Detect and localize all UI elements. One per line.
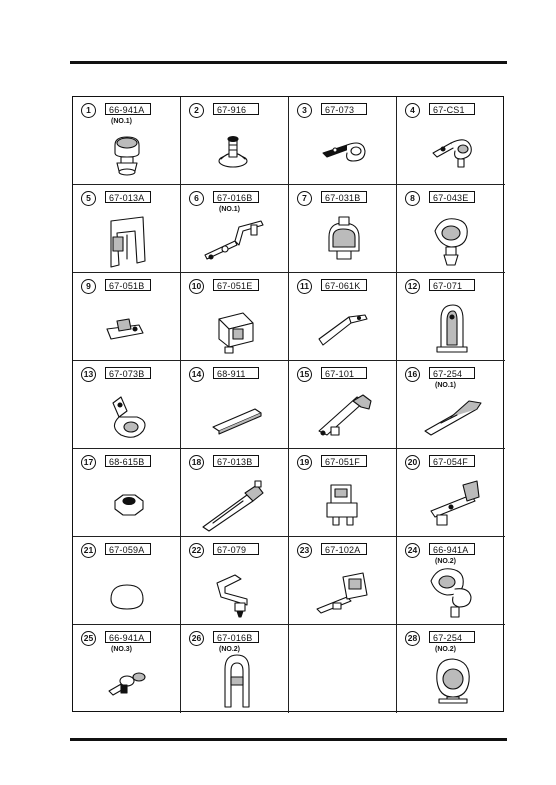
- part-number: 23: [297, 543, 312, 558]
- part-number: 18: [189, 455, 204, 470]
- part-code: 68-911: [213, 367, 259, 379]
- part-number: 2: [189, 103, 204, 118]
- part-code: 67-016B: [213, 191, 259, 203]
- part-number: 6: [189, 191, 204, 206]
- flat-band-clip-icon: [303, 299, 383, 357]
- part-code: 67-079: [213, 543, 259, 555]
- part-code: 67-916: [213, 103, 259, 115]
- part-cell: [181, 537, 289, 625]
- footer-rule: [70, 738, 507, 741]
- part-code: 67-013A: [105, 191, 151, 203]
- harness-holder-icon: [303, 211, 383, 269]
- ring-clip-with-stud-icon: [411, 211, 491, 269]
- part-number: 4: [405, 103, 420, 118]
- part-number: 16: [405, 367, 420, 382]
- part-cell: [397, 625, 505, 713]
- part-cell: [181, 361, 289, 449]
- part-code: 66-941A: [105, 631, 151, 643]
- part-code: 67-CS1: [429, 103, 475, 115]
- header-rule: [70, 61, 507, 64]
- part-code: 66-941A: [429, 543, 475, 555]
- part-number: 7: [297, 191, 312, 206]
- part-cell: [289, 449, 397, 537]
- part-cell: [397, 185, 505, 273]
- part-number: 11: [297, 279, 312, 294]
- part-number: 25: [81, 631, 96, 646]
- part-cell: [73, 361, 181, 449]
- connector-clip-icon: [303, 475, 383, 533]
- part-code: 67-051F: [321, 455, 367, 467]
- part-cell: [73, 537, 181, 625]
- long-bracket-clip-icon: [303, 387, 383, 445]
- part-code: 67-254: [429, 631, 475, 643]
- part-variant: (NO.2): [219, 646, 240, 653]
- part-number: 9: [81, 279, 96, 294]
- part-number: 21: [81, 543, 96, 558]
- part-cell-empty: [289, 625, 397, 713]
- small-twin-clip-icon: [87, 651, 167, 709]
- part-code: 67-071: [429, 279, 475, 291]
- part-cell: [181, 449, 289, 537]
- part-number: 10: [189, 279, 204, 294]
- push-rivet-clip-icon: [87, 123, 167, 181]
- part-code: 67-254: [429, 367, 475, 379]
- part-variant: (NO.1): [111, 118, 132, 125]
- bent-band-clip-icon: [195, 211, 275, 269]
- part-code: 67-059A: [105, 543, 151, 555]
- part-cell: [289, 361, 397, 449]
- part-number: 8: [405, 191, 420, 206]
- part-number: 17: [81, 455, 96, 470]
- p-clamp-icon: [303, 123, 383, 181]
- part-cell: [73, 185, 181, 273]
- part-code: 67-102A: [321, 543, 367, 555]
- part-cell: [397, 449, 505, 537]
- loop-bracket-icon: [411, 299, 491, 357]
- part-number: 12: [405, 279, 420, 294]
- part-cell: [289, 97, 397, 185]
- part-number: 3: [297, 103, 312, 118]
- part-variant: (NO.1): [435, 382, 456, 389]
- part-cell: [73, 625, 181, 713]
- part-cell: [181, 97, 289, 185]
- part-code: 67-073B: [105, 367, 151, 379]
- p-clamp-with-stud-icon: [411, 123, 491, 181]
- part-cell: [397, 273, 505, 361]
- part-number: 24: [405, 543, 420, 558]
- part-code: 67-031B: [321, 191, 367, 203]
- part-code: 66-941A: [105, 103, 151, 115]
- part-variant: (NO.2): [435, 558, 456, 565]
- hook-clip-icon: [195, 563, 275, 621]
- part-variant: (NO.2): [435, 646, 456, 653]
- part-code: 67-101: [321, 367, 367, 379]
- part-code: 67-073: [321, 103, 367, 115]
- part-variant: (NO.1): [219, 206, 240, 213]
- part-number: 14: [189, 367, 204, 382]
- bracket-clip-icon: [87, 211, 167, 269]
- part-number: 19: [297, 455, 312, 470]
- part-variant: (NO.3): [111, 646, 132, 653]
- round-pad-icon: [87, 563, 167, 621]
- rail-clip-icon: [411, 475, 491, 533]
- part-cell: [289, 537, 397, 625]
- part-cell: [181, 185, 289, 273]
- part-number: 20: [405, 455, 420, 470]
- ring-holder-clip-icon: [411, 651, 491, 709]
- part-cell: [289, 185, 397, 273]
- part-code: 67-061K: [321, 279, 367, 291]
- part-number: 1: [81, 103, 96, 118]
- part-number: 28: [405, 631, 420, 646]
- part-code: 67-043E: [429, 191, 475, 203]
- p-clamp-large-icon: [87, 387, 167, 445]
- part-number: 5: [81, 191, 96, 206]
- part-cell: [73, 449, 181, 537]
- part-number: 13: [81, 367, 96, 382]
- part-code: 67-013B: [213, 455, 259, 467]
- part-cell: [397, 97, 505, 185]
- thin-bracket-clip-icon: [411, 387, 491, 445]
- part-number: 26: [189, 631, 204, 646]
- part-cell: [73, 97, 181, 185]
- part-code: 68-615B: [105, 455, 151, 467]
- nut-grommet-icon: [87, 475, 167, 533]
- part-cell: [73, 273, 181, 361]
- stud-grommet-icon: [195, 123, 275, 181]
- parts-chart-grid: [72, 96, 504, 712]
- tall-band-clip-icon: [195, 651, 275, 709]
- part-code: 67-016B: [213, 631, 259, 643]
- box-clip-icon: [195, 299, 275, 357]
- double-ring-clip-icon: [411, 563, 491, 621]
- part-cell: [289, 273, 397, 361]
- bracket-connector-clip-icon: [303, 563, 383, 621]
- part-code: 67-051E: [213, 279, 259, 291]
- cable-tie-band-icon: [195, 475, 275, 533]
- part-number: 22: [189, 543, 204, 558]
- flat-plate-clip-icon: [87, 299, 167, 357]
- part-code: 67-051B: [105, 279, 151, 291]
- part-cell: [397, 537, 505, 625]
- part-cell: [181, 625, 289, 713]
- part-code: 67-054F: [429, 455, 475, 467]
- part-cell: [181, 273, 289, 361]
- part-number: 15: [297, 367, 312, 382]
- part-cell: [397, 361, 505, 449]
- tape-strip-icon: [195, 387, 275, 445]
